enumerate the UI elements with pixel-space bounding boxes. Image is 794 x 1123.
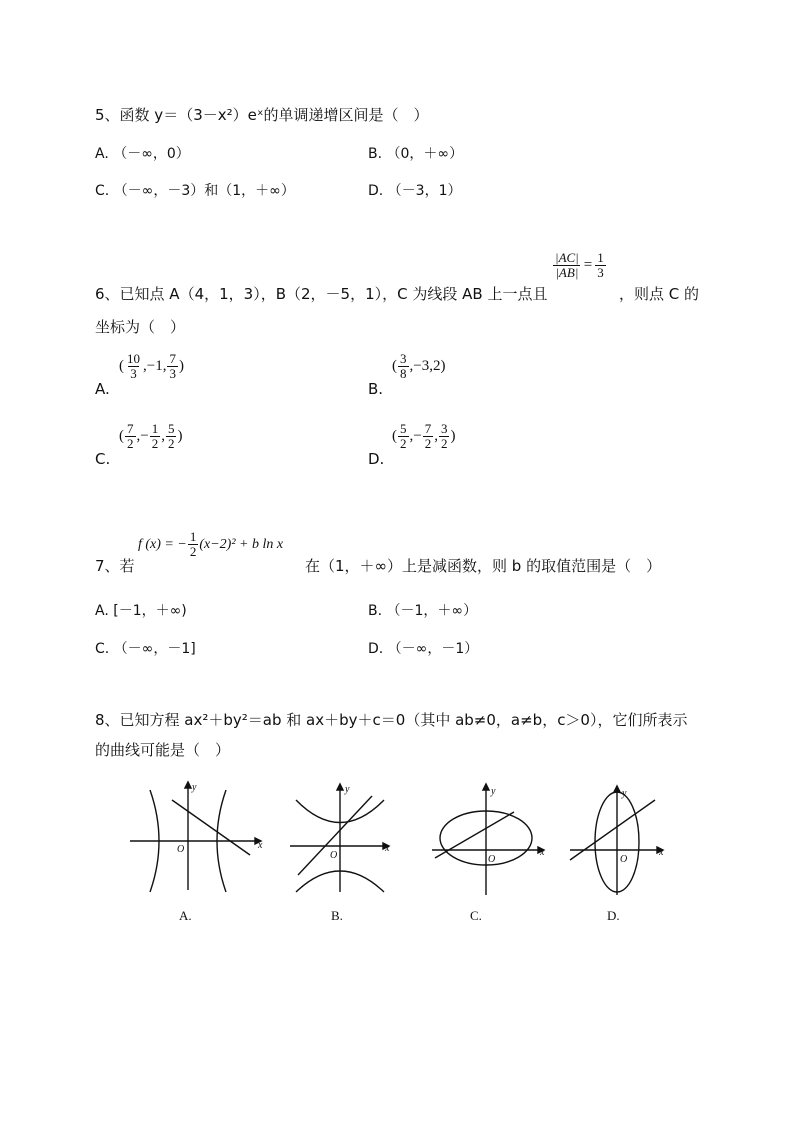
q6-option-d-label[interactable]: D.: [368, 450, 385, 468]
q6-ratio-value-num: 1: [597, 250, 604, 265]
q6-ratio: [552, 251, 607, 280]
q6-option-a-label[interactable]: A.: [95, 380, 110, 398]
q8-b-origin: O: [330, 850, 338, 861]
q8-b-x-label: x: [385, 843, 390, 854]
q6-a-d1: 3: [130, 366, 137, 381]
q6-option-a[interactable]: ( $\frac{10}{3}$ ,−1, $\frac{7}{3}$ ): [119, 351, 184, 381]
q6-d-d2: 2: [424, 436, 432, 451]
q6-a-n2: 7: [169, 351, 176, 366]
q8-a-origin: O: [177, 844, 185, 855]
q8-figure-a[interactable]: [130, 782, 261, 892]
q6-ratio-eq: =: [583, 257, 593, 273]
q8-figure-c-label[interactable]: C.: [470, 908, 482, 923]
q8-figure-b[interactable]: [290, 784, 389, 892]
q6-option-b[interactable]: ( $\frac{3}{8}$ ,−3,2): [392, 351, 446, 381]
q8-stem-line2: 的曲线可能是（ ）: [95, 741, 231, 759]
q8-figure-a-label[interactable]: A.: [179, 908, 192, 923]
q7-formula: [138, 530, 283, 559]
q7-formula-num: 1: [189, 529, 197, 544]
q8-c-origin: O: [488, 854, 496, 865]
q8-d-y-arrow: [614, 786, 620, 792]
q6-d-sep1: ,−: [409, 428, 422, 444]
q6-option-c[interactable]: ( $\frac{7}{2}$ ,− $\frac{1}{2}$ , $\frac{5}{2}$ ): [119, 421, 183, 451]
q6-a-n1: 10: [127, 351, 140, 366]
q8-b-y-label: y: [345, 784, 350, 795]
q7-formula-lhs: f (x) = −: [138, 536, 187, 552]
q8-figure-b-label[interactable]: B.: [331, 908, 343, 923]
q5-option-a[interactable]: A. （－∞，0）: [95, 146, 190, 162]
q6-ratio-fraction: [553, 251, 581, 280]
q6-stem-post: ，则点 C 的: [619, 285, 700, 303]
q8-c-y-label: y: [491, 786, 496, 797]
q6-a-d2: 3: [169, 366, 176, 381]
q8-d-y-label: y: [622, 788, 627, 799]
q6-d-n1: 5: [400, 421, 407, 436]
q6-ratio-den: |AB|: [555, 265, 579, 280]
q7-option-a[interactable]: A. [－1，＋∞): [95, 603, 187, 619]
q8-a-y-label: y: [192, 782, 197, 793]
q6-b-n1: 3: [400, 351, 407, 366]
q6-d-d3: 2: [440, 436, 448, 451]
q8-figure-d[interactable]: [570, 786, 663, 895]
q6-ratio-num: |AC|: [555, 250, 579, 265]
q7-prefix: 7、若: [95, 557, 135, 575]
q7-option-d[interactable]: D. （－∞，－1）: [368, 641, 479, 657]
q8-a-y-arrow: [185, 782, 191, 788]
q8-c-y-arrow: [483, 784, 489, 790]
q6-option-c-label[interactable]: C.: [95, 450, 111, 468]
q6-stem-pre: 6、已知点 A（4，1，3），B（2，－5，1），C 为线段 AB 上一点且: [95, 285, 548, 303]
q6-option-d[interactable]: ( $\frac{5}{2}$ ,− $\frac{7}{2}$ , $\frac{3}{2}$ ): [392, 421, 456, 451]
q6-d-n3: 3: [440, 421, 448, 436]
q6-c-n1: 7: [127, 421, 134, 436]
q5-option-d[interactable]: D. （－3，1）: [368, 183, 462, 199]
q7-formula-den: 2: [189, 544, 197, 559]
q6-b-d1: 8: [400, 366, 407, 381]
q6-c-n3: 5: [167, 421, 175, 436]
q6-stem-line2: 坐标为（ ）: [95, 318, 186, 336]
q8-figure-d-label[interactable]: D.: [607, 908, 620, 923]
q6-a-mid: ,−1,: [143, 358, 167, 374]
q5-option-c[interactable]: C. （－∞，－3）和（1，＋∞）: [95, 183, 295, 199]
q6-c-sep2: ,: [161, 428, 165, 444]
q8-b-y-arrow: [337, 784, 343, 790]
q6-d-sep2: ,: [434, 428, 438, 444]
q8-d-origin: O: [620, 854, 628, 865]
q6-option-b-label[interactable]: B.: [368, 380, 384, 398]
q8-b-line: [298, 796, 372, 875]
q6-ratio-value: [595, 251, 606, 280]
q8-a-x-label: x: [258, 840, 263, 851]
q8-d-line: [570, 800, 655, 860]
q8-figure-c[interactable]: [432, 784, 544, 895]
q8-stem-line1: 8、已知方程 ax²＋by²＝ab 和 ax＋by＋c＝0（其中 ab≠0，a≠b，c＞0），它们所表示: [95, 711, 688, 729]
q5-stem: 5、函数 y＝（3－x²）eˣ的单调递增区间是（ ）: [95, 106, 429, 124]
q6-c-d2: 2: [151, 436, 159, 451]
q6-d-n2: 7: [424, 421, 432, 436]
q6-c-sep1: ,−: [136, 428, 149, 444]
q8-c-line: [435, 812, 514, 858]
q6-d-d1: 2: [400, 436, 407, 451]
q6-c-n2: 1: [151, 421, 159, 436]
q6-b-rest: ,−3,2): [409, 358, 446, 374]
q8-d-x-label: x: [659, 847, 664, 858]
q8-figures: [0, 770, 794, 930]
q6-c-d1: 2: [127, 436, 134, 451]
q7-formula-rhs: (x−2)² + b ln x: [199, 536, 284, 552]
q7-option-c[interactable]: C. （－∞，－1]: [95, 641, 196, 657]
q8-c-x-label: x: [540, 847, 545, 858]
q6-c-d3: 2: [167, 436, 175, 451]
q7-option-b[interactable]: B. （－1，＋∞）: [368, 603, 478, 619]
q7-suffix: 在（1，＋∞）上是减函数，则 b 的取值范围是（ ）: [305, 557, 662, 575]
q5-option-b[interactable]: B. （0，＋∞）: [368, 146, 464, 162]
q6-ratio-value-den: 3: [597, 265, 604, 280]
